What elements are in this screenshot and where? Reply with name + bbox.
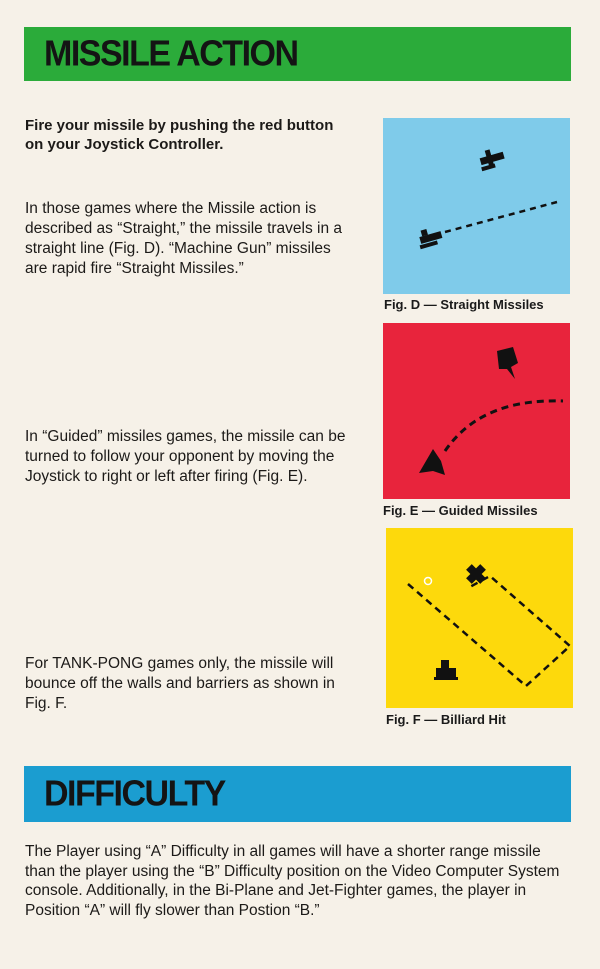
missile-action-banner [24,27,571,81]
missile-action-heading: MISSILE ACTION [44,33,298,74]
jet-fighter-icon [419,449,445,475]
jet-fighter-icon [497,347,518,379]
difficulty-heading: DIFFICULTY [44,773,225,814]
figure-f-billiard-hit [386,528,573,708]
tank-icon [434,660,458,680]
straight-missile-path [445,202,557,232]
difficulty-banner [24,766,571,822]
fire-instruction: Fire your missile by pushing the red button on your Joystick Controller. [25,117,334,153]
figure-d-straight-missiles [383,118,570,294]
figure-e-guided-missiles [383,323,570,499]
missile-origin-marker [425,578,432,585]
straight-missile-text: In those games where the Missile action is described as “Straight,” the missile travels in a straight line (Fig. D). “Machine Gun” missiles are rapid fire “Straight Missiles.” [25,200,343,277]
figure-f-caption: Fig. F — Billiard Hit [386,712,506,727]
guided-missile-path [445,401,563,451]
tank-pong-text: For TANK-PONG games only, the missile will bounce off the walls and barriers as shown in Fig. F. [25,655,335,712]
biplane-icon [480,149,505,171]
figure-e-caption: Fig. E — Guided Missiles [383,503,538,518]
billiard-missile-path [408,576,570,686]
guided-missile-text: In “Guided” missiles games, the missile can be turned to follow your opponent by moving the Joystick to right or left after firing (Fig. E). [25,428,346,485]
difficulty-text: The Player using “A” Difficulty in all games will have a shorter range missile than the player using the “B” Difficulty position on the Video Computer System console. Additionally, in the Bi-Plane and Jet-Fighter games, the player in Position “A” will fly slower than Postion “B.” [25,843,560,919]
tank-icon [419,229,442,249]
figure-d-caption: Fig. D — Straight Missiles [384,297,544,312]
